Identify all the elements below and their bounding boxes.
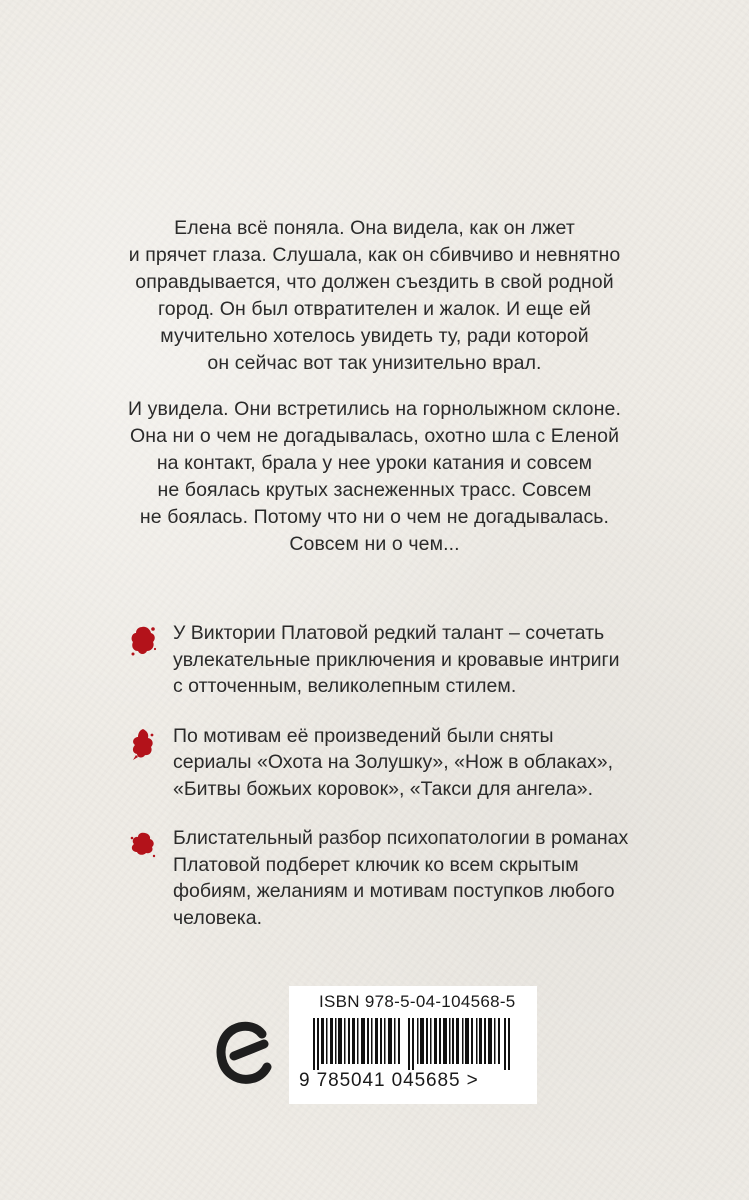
synopsis-line: он сейчас вот так унизительно врал.	[207, 352, 542, 374]
synopsis-line: мучительно хотелось увидеть ту, ради которой	[160, 325, 589, 347]
promo-bullet-list	[128, 620, 688, 954]
synopsis-line: город. Он был отвратителен и жалок. И еще ей	[158, 298, 591, 320]
red-blot-icon	[128, 829, 158, 863]
synopsis-line: не боялась. Потому что ни о чем не догадывалась.	[139, 506, 610, 528]
red-blot-icon	[128, 624, 158, 658]
synopsis-line: И увидела. Они встретились на горнолыжном склоне.	[128, 398, 621, 420]
barcode-digit-end: >	[466, 1070, 479, 1091]
synopsis-line: Она ни о чем не догадывалась, охотно шла с Еленой	[129, 425, 620, 447]
barcode-digits	[299, 1070, 531, 1092]
synopsis-line: Совсем ни о чем...	[289, 533, 460, 555]
isbn-barcode	[289, 986, 537, 1104]
bullet-line: увлекательные приключения и кровавые интриги	[173, 648, 620, 671]
bullet-line: человека.	[173, 906, 263, 929]
barcode-digit-main: 785041 045685	[316, 1070, 461, 1091]
synopsis-line: Елена всё поняла. Она видела, как он лжет	[174, 217, 575, 239]
synopsis-line: оправдывается, что должен съездить в свой родной	[135, 271, 614, 293]
barcode-digit-first: 9	[299, 1070, 311, 1091]
synopsis-line: и прячет глаза. Слушала, как он сбивчиво и невнятно	[128, 244, 621, 266]
bullet-line: сериалы «Охота на Золушку», «Нож в облаках»,	[173, 751, 614, 773]
synopsis-paragraph-1	[80, 215, 669, 377]
red-blot-icon	[128, 727, 158, 761]
synopsis-line: на контакт, брала у нее уроки катания и совсем	[156, 452, 593, 474]
bullet-line: Блистательный разбор психопатологии в романах	[173, 827, 629, 849]
bullet-line: Платовой подберет ключик ко всем скрытым	[173, 853, 579, 876]
bullet-line: У Виктории Платовой редкий талант – сочетать	[173, 622, 605, 644]
promo-bullet	[128, 620, 688, 700]
synopsis-paragraph-2	[80, 396, 669, 558]
bullet-line: «Битвы божьих коровок», «Такси для ангела».	[173, 777, 594, 800]
bullet-line: с отточенным, великолепным стилем.	[173, 675, 517, 697]
synopsis-line: не боялась крутых заснеженных трасс. Совсем	[157, 479, 592, 501]
eksmo-logo-icon	[212, 1018, 278, 1094]
barcode-bars	[305, 1018, 519, 1070]
isbn-label: ISBN 978-5-04-104568-5	[319, 992, 516, 1011]
bullet-line: фобиям, желаниям и мотивам поступков любого	[173, 880, 615, 902]
promo-bullet	[128, 825, 688, 931]
bullet-line: По мотивам её произведений были сняты	[173, 724, 554, 747]
promo-bullet	[128, 723, 688, 803]
